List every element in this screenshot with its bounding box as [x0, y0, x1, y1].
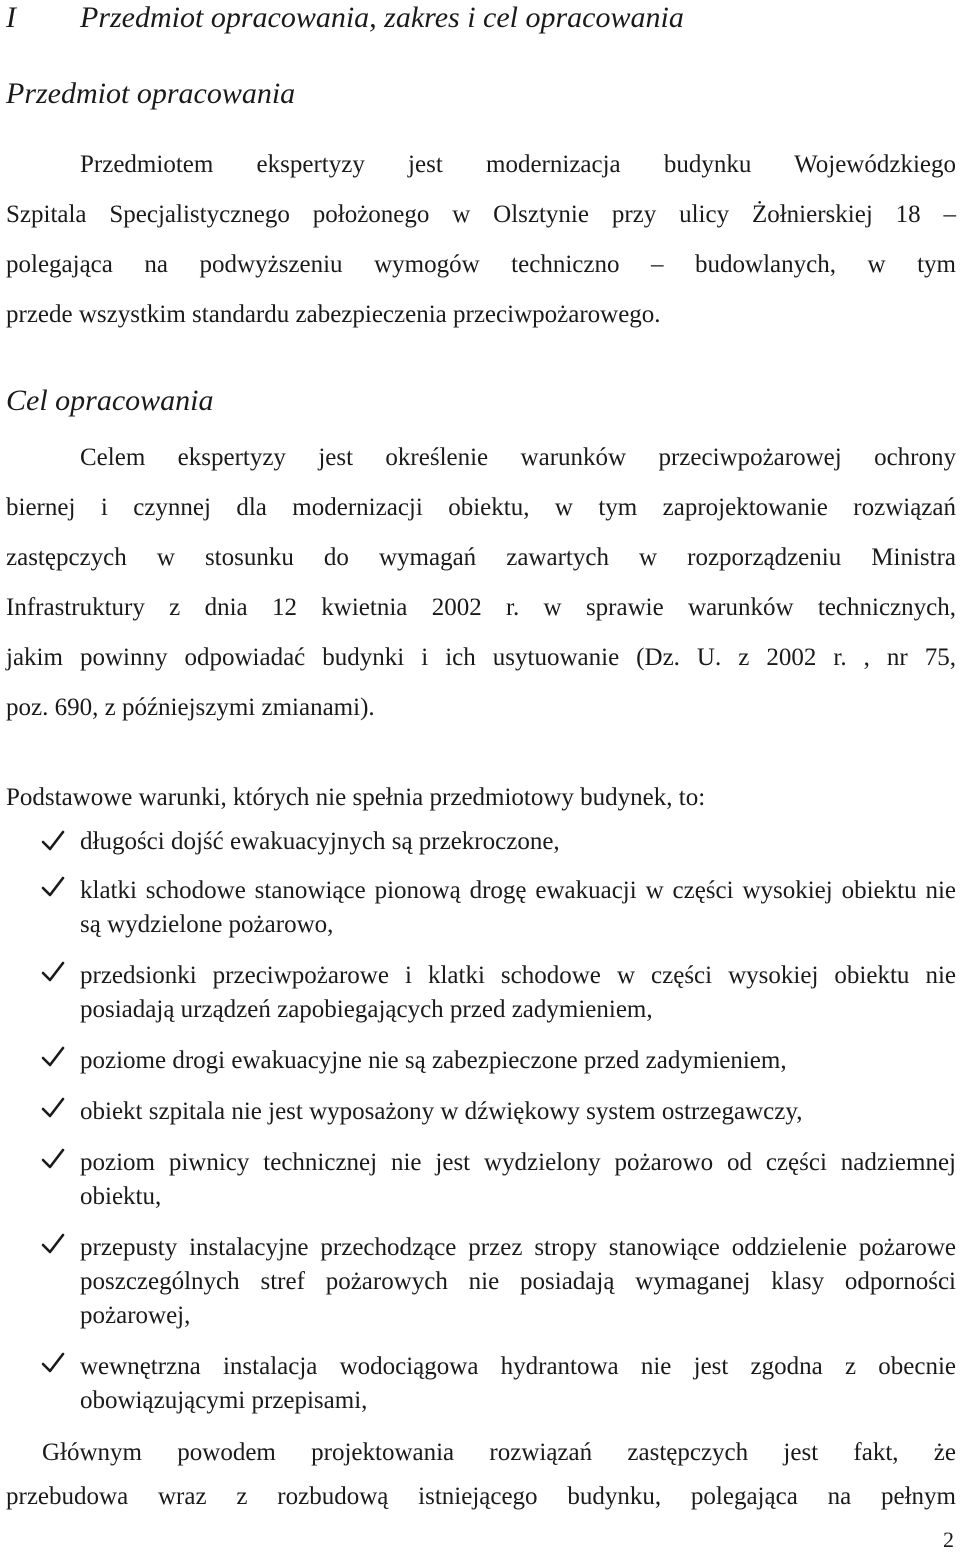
list-item: [0, 959, 956, 1027]
chapter-number: I: [6, 1, 16, 34]
list-item: [0, 822, 956, 862]
check-icon: [40, 874, 66, 900]
section-title-przedmiot: Przedmiot opracowania: [6, 77, 296, 110]
check-icon: [40, 959, 66, 985]
check-icon: [40, 1350, 66, 1376]
conditions-list: [0, 822, 960, 1418]
check-icon: [40, 1231, 66, 1257]
list-item: [0, 1350, 956, 1418]
paragraph-line: Infrastruktury z dnia 12 kwietnia 2002 r. w sprawie warunków technicznych,: [6, 594, 956, 621]
check-icon: [40, 1044, 66, 1070]
paragraph-line: biernej i czynnej dla modernizacji obiektu, w tym zaprojektowanie rozwiązań: [6, 494, 956, 521]
paragraph-line: zastępczych w stosunku do wymagań zawartych w rozporządzeniu Ministra: [6, 544, 956, 571]
conditions-intro: Podstawowe warunki, których nie spełnia przedmiotowy budynek, to:: [6, 784, 706, 811]
section-body-przedmiot: [6, 140, 956, 340]
paragraph-line: Celem ekspertyzy jest określenie warunków przeciwpożarowej ochrony: [80, 444, 956, 471]
chapter-heading: [6, 0, 684, 36]
check-icon: [40, 828, 66, 854]
list-item-text: przedsionki przeciwpożarowe i klatki schodowe w części wysokiej obiektu nie posiadają urządzeń zapobiegających przed zadymieniem,: [80, 962, 956, 1023]
paragraph-line: polegająca na podwyższeniu wymogów techniczno – budowlanych, w tym: [6, 251, 956, 278]
list-item: [0, 874, 956, 942]
list-item: [0, 1095, 956, 1129]
list-item: [0, 1146, 956, 1214]
paragraph-line: poz. 690, z późniejszymi zmianami).: [6, 694, 375, 721]
list-item-text: wewnętrzna instalacja wodociągowa hydrantowa nie jest zgodna z obecnie obowiązującymi przepisami,: [80, 1353, 956, 1414]
section-body-cel: [6, 433, 956, 733]
closing-paragraph: [6, 1431, 956, 1519]
paragraph-line: Głównym powodem projektowania rozwiązań zastępczych jest fakt, że: [42, 1439, 956, 1466]
paragraph-line: przebudowa wraz z rozbudową istniejącego budynku, polegająca na pełnym: [6, 1483, 956, 1510]
check-icon: [40, 1146, 66, 1172]
list-item: [0, 1044, 956, 1078]
list-item: [0, 1231, 956, 1333]
list-item-text: poziome drogi ewakuacyjne nie są zabezpieczone przed zadymieniem,: [80, 1047, 787, 1074]
list-item-text: przepusty instalacyjne przechodzące przez stropy stanowiące oddzielenie pożarowe poszczególnych stref pożarowych nie posiadają wymaganej klasy odporności pożarowej,: [80, 1234, 956, 1329]
paragraph-line: przede wszystkim standardu zabezpieczenia przeciwpożarowego.: [6, 301, 661, 328]
list-item-text: poziom piwnicy technicznej nie jest wydzielony pożarowo od części nadziemnej obiektu,: [80, 1149, 956, 1210]
section-title-cel: Cel opracowania: [6, 384, 214, 417]
list-item-text: klatki schodowe stanowiące pionową drogę ewakuacji w części wysokiej obiektu nie są wydzielone pożarowo,: [80, 877, 956, 938]
list-item-text: obiekt szpitala nie jest wyposażony w dźwiękowy system ostrzegawczy,: [80, 1098, 803, 1125]
page-number: 2: [943, 1527, 954, 1552]
paragraph-line: Szpitala Specjalistycznego położonego w Olsztynie przy ulicy Żołnierskiej 18 –: [6, 201, 956, 228]
chapter-title: Przedmiot opracowania, zakres i cel opracowania: [80, 1, 684, 34]
check-icon: [40, 1095, 66, 1121]
list-item-text: długości dojść ewakuacyjnych są przekroczone,: [80, 828, 560, 855]
paragraph-line: jakim powinny odpowiadać budynki i ich usytuowanie (Dz. U. z 2002 r. , nr 75,: [6, 644, 956, 671]
paragraph-line: Przedmiotem ekspertyzy jest modernizacja budynku Wojewódzkiego: [80, 151, 956, 178]
